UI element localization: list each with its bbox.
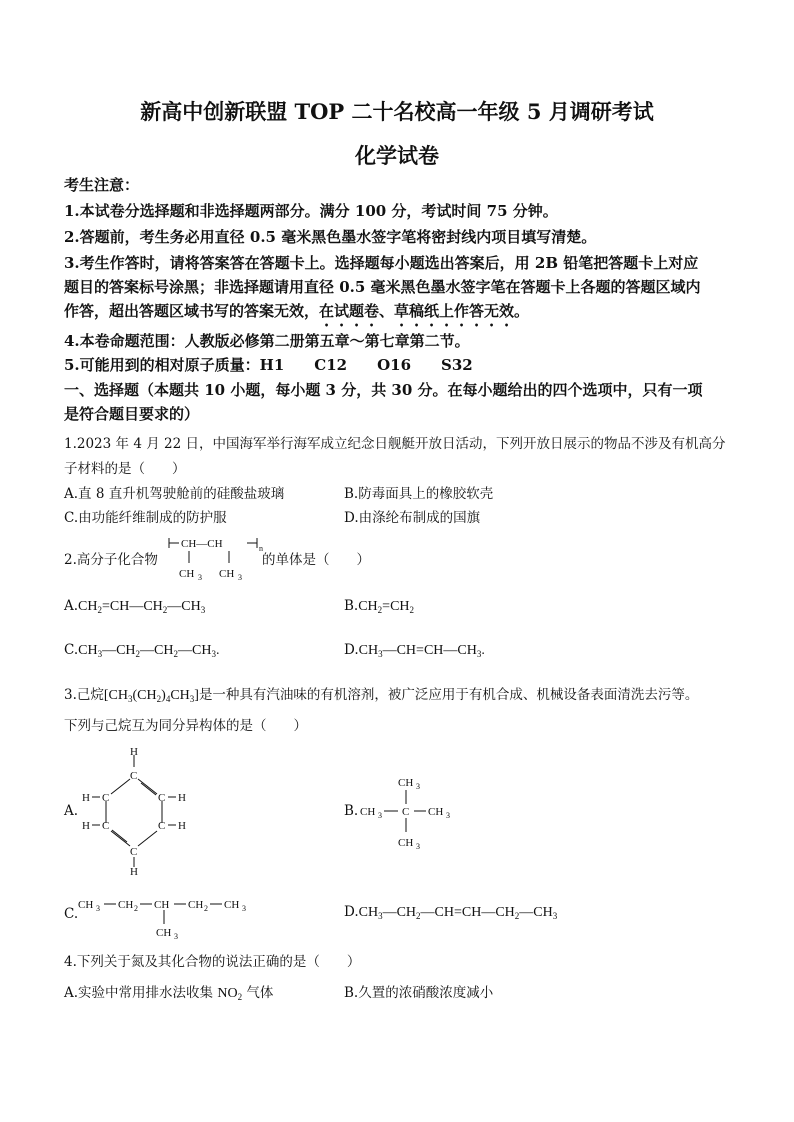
q1-option-c: C.由功能纤维制成的防护服	[64, 510, 227, 526]
notice-item-2: 2.答题前，考生务必用直径 0.5 毫米黑色墨水签字笔将密封线内项目填写清楚。	[64, 228, 597, 246]
q1-stem-1: 1.2023 年 4 月 22 日，中国海军举行海军成立纪念日舰艇开放日活动，下列开放日展示的物品不涉及有机高分	[64, 436, 726, 452]
q3-option-b-structure	[356, 772, 466, 854]
svg-text:3: 3	[446, 811, 450, 820]
svg-text:C: C	[102, 820, 110, 832]
exam-subtitle: 化学试卷	[355, 143, 439, 168]
section-heading-line2: 是符合题目要求的）	[64, 405, 200, 423]
q2-polymer-right-sub: 3	[238, 573, 242, 582]
q2-polymer-n: n	[259, 544, 263, 553]
notice-item-3-cont: 题目的答案标号涂黑；非选择题请用直径 0.5 毫米黑色墨水签字笔在答题卡上各题的答题区域内	[64, 278, 701, 296]
q1-stem-2: 子材料的是（ ）	[64, 461, 186, 477]
svg-text:CH: CH	[398, 777, 414, 789]
section-heading-line1: 一、选择题（本题共 10 小题，每小题 3 分，共 30 分。在每小题给出的四个选项中，只有一项	[64, 381, 703, 399]
q1-option-d: D.由涤纶布制成的国旗	[344, 510, 481, 526]
svg-text:2: 2	[134, 904, 138, 913]
svg-text:2: 2	[204, 904, 208, 913]
notice-heading: 考生注意：	[64, 176, 140, 194]
svg-text:3: 3	[416, 842, 420, 851]
q2-polymer-right-group: CH	[219, 568, 235, 580]
q2-stem-suffix: 的单体是（ ）	[262, 552, 370, 568]
q3-option-d: $D.CH_3—CH_2—CH=CH—CH_2—CH_3$	[344, 904, 558, 921]
q2-stem-prefix: 2.高分子化合物	[64, 552, 158, 568]
q2-option-c: $C.CH_3—CH_2—CH_2—CH_3$.	[64, 642, 220, 659]
svg-text:CH: CH	[398, 837, 414, 849]
svg-text:CH: CH	[188, 899, 204, 911]
q3-option-c-label: C.	[64, 906, 79, 922]
svg-text:H: H	[82, 792, 90, 804]
notice-item-3: 3.考生作答时，请将答案答在答题卡上。选择题每小题选出答案后，用 2B 铅笔把答题卡上对应	[64, 254, 699, 272]
notice-item-4: 4.本卷命题范围：人教版必修第二册第五章～第七章第二节。	[64, 332, 470, 350]
q1-option-b: B.防毒面具上的橡胶软壳	[344, 486, 494, 502]
notice-item-3-end-b: 在试题卷、草稿纸上作答无效。	[319, 302, 530, 320]
svg-text:C: C	[130, 770, 138, 782]
exam-title: 新高中创新联盟 TOP 二十名校高一年级 5 月调研考试	[140, 99, 654, 124]
svg-text:3: 3	[174, 932, 178, 941]
svg-text:H: H	[130, 746, 138, 758]
q4-option-a: A.实验中常用排水法收集 $NO_2$ 气体	[64, 985, 274, 1002]
svg-text:H: H	[82, 820, 90, 832]
q3-stem-1: 3.己烷$[CH_3(CH_2)_4CH_3]$是一种具有汽油味的有机溶剂，被广泛应用于有机合成、机械设备表面清洗去污等。	[64, 687, 699, 704]
svg-text:C: C	[130, 846, 138, 858]
svg-text:C: C	[158, 820, 166, 832]
svg-text:H: H	[178, 820, 186, 832]
svg-text:3: 3	[96, 904, 100, 913]
q3-option-b-label: B.	[344, 803, 359, 819]
svg-text:C: C	[102, 792, 110, 804]
q2-option-a: $A.CH_2=CH—CH_2—CH_3$	[64, 598, 206, 615]
svg-text:H: H	[130, 866, 138, 877]
q2-polymer-chain: CH—CH	[181, 538, 223, 550]
svg-text:3: 3	[416, 782, 420, 791]
q3-option-a-label: A.	[64, 803, 79, 819]
svg-text:C: C	[402, 806, 410, 818]
q2-polymer-structure	[165, 532, 265, 584]
svg-text:CH: CH	[360, 806, 376, 818]
q1-option-a: A.直 8 直升机驾驶舱前的硅酸盐玻璃	[64, 486, 285, 502]
svg-text:CH: CH	[224, 899, 240, 911]
q2-option-d: $D.CH_3—CH=CH—CH_3$.	[344, 642, 485, 659]
svg-text:3: 3	[242, 904, 246, 913]
svg-text:C: C	[158, 792, 166, 804]
notice-item-5: 5.可能用到的相对原子质量：H1 C12 O16 S32	[64, 356, 473, 374]
notice-item-1: 1.本试卷分选择题和非选择题两部分。满分 100 分，考试时间 75 分钟。	[64, 202, 558, 220]
svg-text:CH: CH	[78, 899, 94, 911]
svg-text:CH: CH	[156, 927, 172, 939]
q4-option-b: B.久置的浓硝酸浓度减小	[344, 985, 494, 1001]
notice-item-3-end-a: 作答，超出答题区域书写的答案无效，	[64, 302, 320, 320]
q4-stem: 4.下列关于氮及其化合物的说法正确的是（ ）	[64, 954, 361, 970]
svg-text:CH: CH	[428, 806, 444, 818]
notice-item-3-end	[64, 300, 529, 330]
svg-text:3: 3	[378, 811, 382, 820]
q3-stem-2: 下列与己烷互为同分异构体的是（ ）	[64, 718, 307, 734]
svg-text:CH: CH	[154, 899, 170, 911]
q2-polymer-left-sub: 3	[198, 573, 202, 582]
q2-polymer-left-group: CH	[179, 568, 195, 580]
q3-option-c-structure	[76, 890, 286, 946]
q3-option-a-benzene	[76, 745, 196, 877]
svg-text:H: H	[178, 792, 186, 804]
svg-text:CH: CH	[118, 899, 134, 911]
q2-option-b: $B.CH_2=CH_2$	[344, 598, 415, 615]
